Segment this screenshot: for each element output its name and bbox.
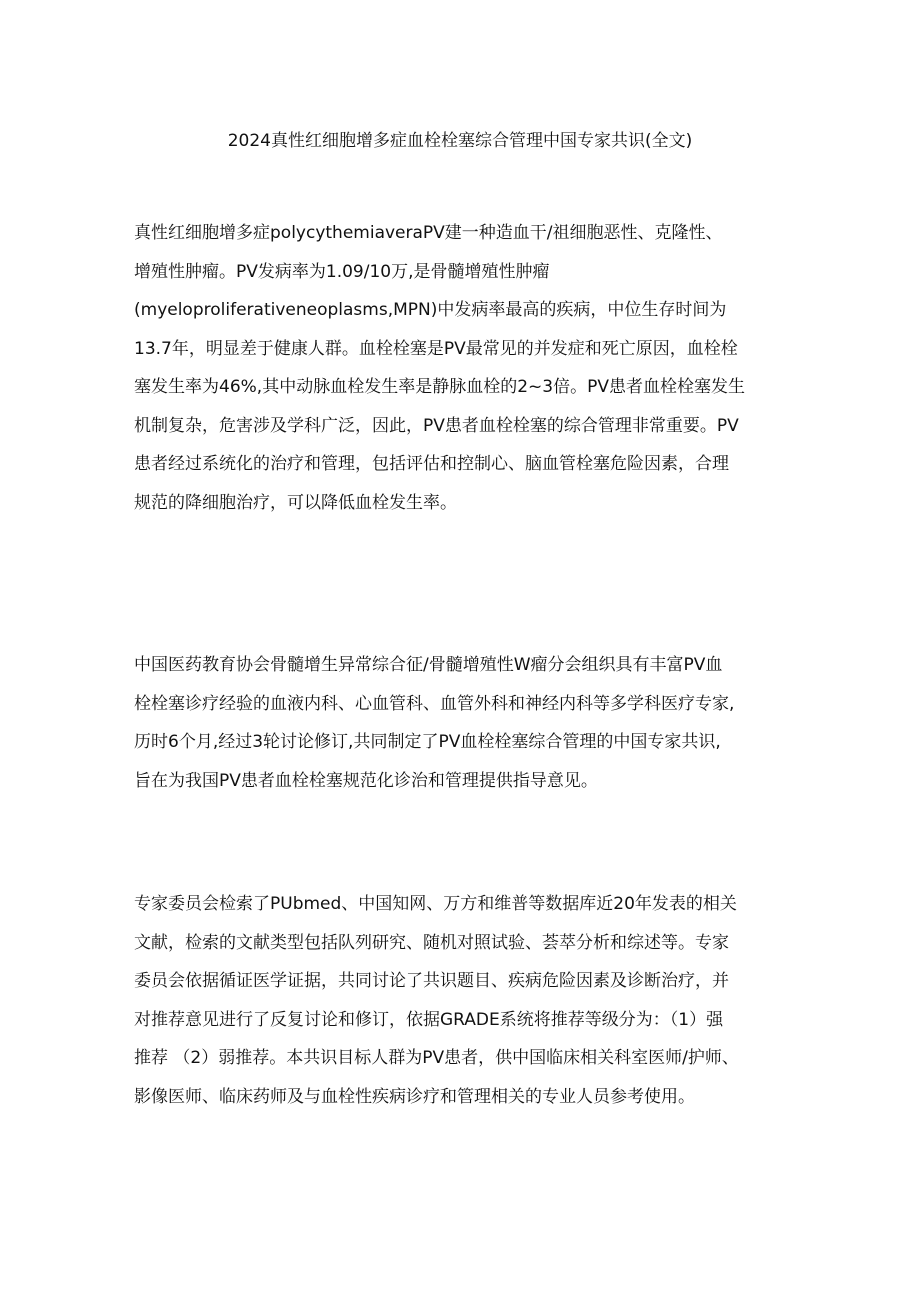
text-line: 中国医药教育协会骨髓增生异常综合征/骨髓增殖性W瘤分会组织具有丰富PV血 xyxy=(134,655,723,675)
text-line: 旨在为我国PV患者血栓栓塞规范化诊治和管理提供指导意见。 xyxy=(134,770,598,791)
text-line: 文献，检索的文献类型包括队列研究、随机对照试验、荟萃分析和综述等。专家 xyxy=(134,932,729,953)
paragraph-organization xyxy=(134,646,794,800)
text-line: 真性红细胞增多症polycythemiaveraPV建一种造血干/祖细胞恶性、克隆性、 xyxy=(134,223,723,243)
text-line: 规范的降细胞治疗，可以降低血栓发生率。 xyxy=(134,492,457,513)
text-line: 委员会依据循证医学证据，共同讨论了共识题目、疾病危险因素及诊断治疗，并 xyxy=(134,971,729,991)
text-line: 13.7年，明显差于健康人群。血栓栓塞是PV最常见的并发症和死亡原因，血栓栓 xyxy=(134,338,738,359)
text-line: 塞发生率为46%,其中动脉血栓发生率是静脉血栓的2~3倍。PV患者血栓栓塞发生 xyxy=(134,377,745,397)
text-line: 机制复杂，危害涉及学科广泛，因此，PV患者血栓栓塞的综合管理非常重要。PV xyxy=(134,415,739,436)
text-line: 专家委员会检索了PUbmed、中国知网、万方和维普等数据库近20年发表的相关 xyxy=(134,894,737,914)
paragraph-methodology xyxy=(134,885,794,1116)
text-line: 增殖性肿瘤。PV发病率为1.09/10万,是骨髓增殖性肿瘤 xyxy=(134,261,550,282)
paragraph-intro xyxy=(134,214,794,522)
text-line: 推荐 （2）弱推荐。本共识目标人群为PV患者，供中国临床相关科室医师/护师、 xyxy=(134,1048,739,1068)
text-line: 影像医师、临床药师及与血栓性疾病诊疗和管理相关的专业人员参考使用。 xyxy=(134,1086,695,1107)
text-line: (myeloproliferativeneoplasms,MPN)中发病率最高的疾病，中位生存时间为 xyxy=(134,300,727,320)
text-line: 历时6个月,经过3轮讨论修订,共同制定了PV血栓栓塞综合管理的中国专家共识, xyxy=(134,732,721,752)
text-line: 患者经过系统化的治疗和管理，包括评估和控制心、脑血管栓塞危险因素，合理 xyxy=(134,454,729,474)
document-title: 2024真性红细胞增多症血栓栓塞综合管理中国专家共识(全文) xyxy=(227,131,693,151)
text-line: 栓栓塞诊疗经验的血液内科、心血管科、血管外科和神经内科等多学科医疗专家, xyxy=(134,693,735,714)
text-line: 对推荐意见进行了反复讨论和修订，依据GRADE系统将推荐等级分为：（1）强 xyxy=(134,1009,724,1030)
